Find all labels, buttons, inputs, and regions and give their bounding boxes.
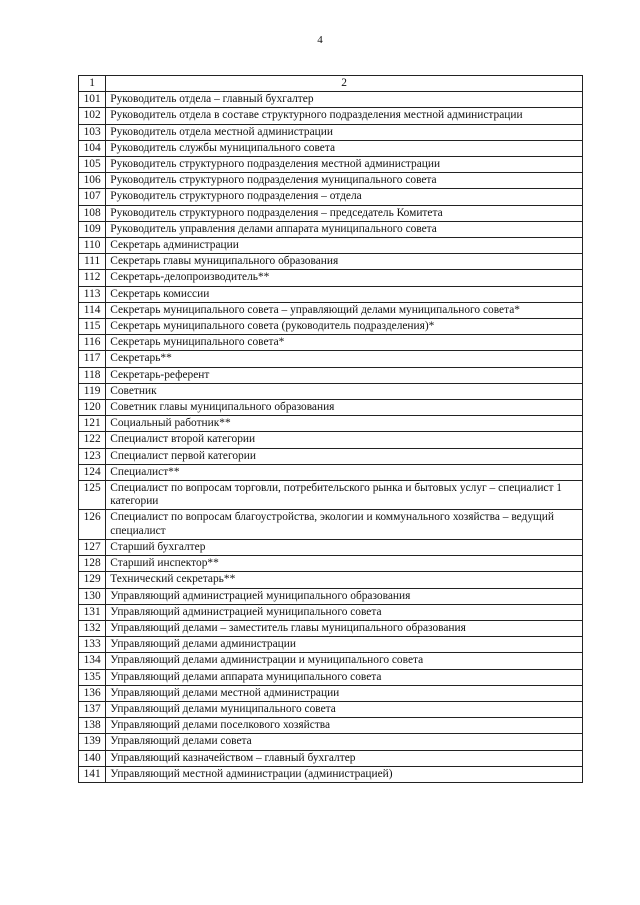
table-row [79,270,583,286]
table-row [79,157,583,173]
position-title: Советник [106,383,583,399]
position-title: Управляющий делами – заместитель главы муниципального образования [106,620,583,636]
position-title: Руководитель структурного подразделения муниципального совета [106,173,583,189]
row-number: 131 [79,604,106,620]
table-row [79,766,583,782]
row-number: 129 [79,572,106,588]
table-row [79,734,583,750]
row-number: 127 [79,539,106,555]
row-number: 130 [79,588,106,604]
position-title: Секретарь-делопроизводитель** [106,270,583,286]
table-row [79,750,583,766]
position-title: Специалист второй категории [106,432,583,448]
position-title: Социальный работник** [106,416,583,432]
row-number: 126 [79,510,106,539]
table-row [79,669,583,685]
row-number: 128 [79,556,106,572]
position-title: Руководитель отдела в составе структурного подразделения местной администрации [106,108,583,124]
column-header-position: 2 [106,76,583,92]
position-title: Управляющий делами администрации [106,637,583,653]
table-row [79,637,583,653]
position-title: Секретарь комиссии [106,286,583,302]
row-number: 109 [79,221,106,237]
row-number: 132 [79,620,106,636]
row-number: 122 [79,432,106,448]
table-row [79,718,583,734]
table-row [79,254,583,270]
position-title: Старший бухгалтер [106,539,583,555]
table-row [79,588,583,604]
table-row [79,124,583,140]
position-title: Секретарь администрации [106,238,583,254]
position-title: Управляющий администрацией муниципального совета [106,604,583,620]
position-title: Секретарь муниципального совета* [106,335,583,351]
position-title: Управляющий казначейством – главный бухгалтер [106,750,583,766]
table-row [79,400,583,416]
table-row [79,351,583,367]
position-title: Секретарь муниципального совета (руководитель подразделения)* [106,319,583,335]
row-number: 134 [79,653,106,669]
table-row [79,383,583,399]
position-title: Старший инспектор** [106,556,583,572]
table-row [79,367,583,383]
position-title: Руководитель управления делами аппарата муниципального совета [106,221,583,237]
position-title: Специалист** [106,464,583,480]
table-row [79,572,583,588]
position-title: Управляющий делами муниципального совета [106,701,583,717]
position-title: Руководитель отдела – главный бухгалтер [106,92,583,108]
row-number: 137 [79,701,106,717]
position-title: Технический секретарь** [106,572,583,588]
row-number: 105 [79,157,106,173]
row-number: 136 [79,685,106,701]
table-row [79,701,583,717]
row-number: 119 [79,383,106,399]
column-header-number: 1 [79,76,106,92]
table-row [79,510,583,539]
table-row [79,319,583,335]
position-title: Секретарь** [106,351,583,367]
row-number: 141 [79,766,106,782]
page-number: 4 [317,34,323,46]
row-number: 103 [79,124,106,140]
row-number: 111 [79,254,106,270]
position-title: Советник главы муниципального образования [106,400,583,416]
table-row [79,556,583,572]
row-number: 139 [79,734,106,750]
position-title: Руководитель структурного подразделения – отдела [106,189,583,205]
position-title: Управляющий делами местной администрации [106,685,583,701]
table-row [79,416,583,432]
table-body [79,76,583,783]
row-number: 104 [79,140,106,156]
position-title: Руководитель структурного подразделения – председатель Комитета [106,205,583,221]
row-number: 138 [79,718,106,734]
row-number: 112 [79,270,106,286]
position-title: Специалист первой категории [106,448,583,464]
positions-table [78,75,583,783]
position-title: Управляющий местной администрации (администрацией) [106,766,583,782]
table-row [79,539,583,555]
table-row [79,189,583,205]
table-row [79,205,583,221]
table-header-row [79,76,583,92]
table-row [79,604,583,620]
row-number: 133 [79,637,106,653]
table-row [79,685,583,701]
row-number: 125 [79,481,106,510]
table-row [79,221,583,237]
table-row [79,653,583,669]
row-number: 115 [79,319,106,335]
row-number: 101 [79,92,106,108]
position-title: Управляющий делами аппарата муниципального совета [106,669,583,685]
position-title: Секретарь-референт [106,367,583,383]
table-row [79,464,583,480]
position-title: Руководитель службы муниципального совета [106,140,583,156]
table-row [79,448,583,464]
table-row [79,481,583,510]
table-row [79,92,583,108]
table-row [79,286,583,302]
row-number: 120 [79,400,106,416]
table-row [79,238,583,254]
row-number: 114 [79,302,106,318]
table-row [79,432,583,448]
table-row [79,108,583,124]
table-row [79,140,583,156]
position-title: Секретарь муниципального совета – управляющий делами муниципального совета* [106,302,583,318]
row-number: 116 [79,335,106,351]
position-title: Руководитель отдела местной администрации [106,124,583,140]
row-number: 117 [79,351,106,367]
position-title: Управляющий делами поселкового хозяйства [106,718,583,734]
table-row [79,335,583,351]
row-number: 121 [79,416,106,432]
position-title: Управляющий делами совета [106,734,583,750]
row-number: 140 [79,750,106,766]
row-number: 106 [79,173,106,189]
position-title: Управляющий делами администрации и муниципального совета [106,653,583,669]
position-title: Специалист по вопросам благоустройства, экологии и коммунального хозяйства – ведущий специалист [106,510,583,539]
row-number: 123 [79,448,106,464]
row-number: 135 [79,669,106,685]
row-number: 118 [79,367,106,383]
table-row [79,620,583,636]
row-number: 102 [79,108,106,124]
position-title: Специалист по вопросам торговли, потребительского рынка и бытовых услуг – специалист 1 категории [106,481,583,510]
table-row [79,173,583,189]
table-row [79,302,583,318]
row-number: 113 [79,286,106,302]
position-title: Секретарь главы муниципального образования [106,254,583,270]
position-title: Управляющий администрацией муниципального образования [106,588,583,604]
position-title: Руководитель структурного подразделения местной администрации [106,157,583,173]
row-number: 108 [79,205,106,221]
row-number: 124 [79,464,106,480]
row-number: 110 [79,238,106,254]
row-number: 107 [79,189,106,205]
